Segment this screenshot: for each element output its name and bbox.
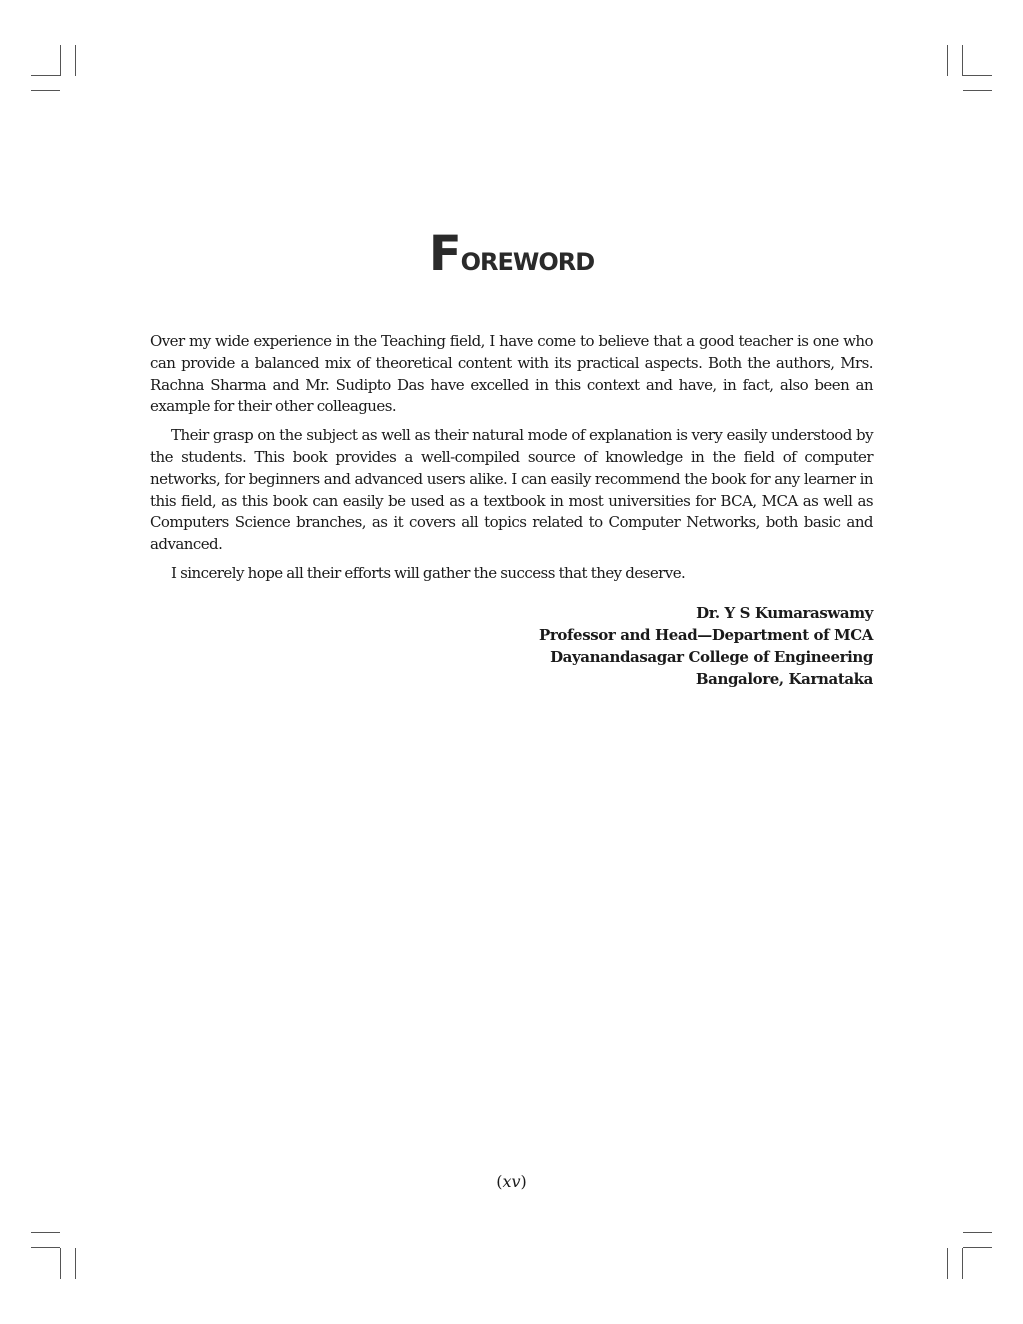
signatory-location: Bangalore, Karnataka xyxy=(695,670,873,688)
crop-mark xyxy=(963,1247,992,1248)
page-number xyxy=(0,1172,1023,1191)
page-title: Foreword xyxy=(428,226,595,282)
paragraph: I sincerely hope all their efforts will gather the success that they deserve. xyxy=(171,563,686,582)
crop-mark xyxy=(963,1232,992,1233)
page-number-close: ) xyxy=(520,1172,527,1191)
signatory-name: Dr. Y S Kumaraswamy xyxy=(696,604,873,622)
signature-block xyxy=(539,602,873,690)
page-number-value: xv xyxy=(502,1172,521,1191)
crop-mark xyxy=(962,45,963,76)
crop-mark xyxy=(963,90,992,91)
crop-mark xyxy=(60,1248,61,1279)
paragraph: Their grasp on the subject as well as their natural mode of explanation is very easily understood by the students. This book provides a well-compiled source of knowledge in the field of computer networks, for beginners and advanced users alike. I can easily recommend the book for any learner in this field, as this book can easily be used as a textbook in most universities for BCA, MCA as well as Computers Science branches, as it covers all topics related to Computer Networks, both basic and advanced. xyxy=(150,426,873,554)
signatory-position: Professor and Head—Department of MCA xyxy=(539,626,873,644)
crop-mark xyxy=(31,1232,60,1233)
paragraph: Over my wide experience in the Teaching field, I have come to believe that a good teacher is one who can provide a balanced mix of theoretical content with its practical aspects. Both the authors, Mrs. Rachna Sharma and Mr. Sudipto Das have excelled in this context and have, in fact, also been an example for their other colleagues. xyxy=(150,332,873,416)
crop-mark xyxy=(31,90,60,91)
foreword-body xyxy=(150,331,873,592)
crop-mark xyxy=(31,1247,60,1248)
crop-mark xyxy=(75,45,76,76)
crop-mark xyxy=(75,1248,76,1279)
crop-mark xyxy=(60,45,61,76)
signatory-institution: Dayanandasagar College of Engineering xyxy=(550,648,873,666)
crop-mark xyxy=(962,1248,963,1279)
crop-mark xyxy=(31,75,60,76)
page-number-open: ( xyxy=(496,1172,503,1191)
crop-mark xyxy=(963,75,992,76)
crop-mark xyxy=(947,1248,948,1279)
crop-mark xyxy=(947,45,948,76)
